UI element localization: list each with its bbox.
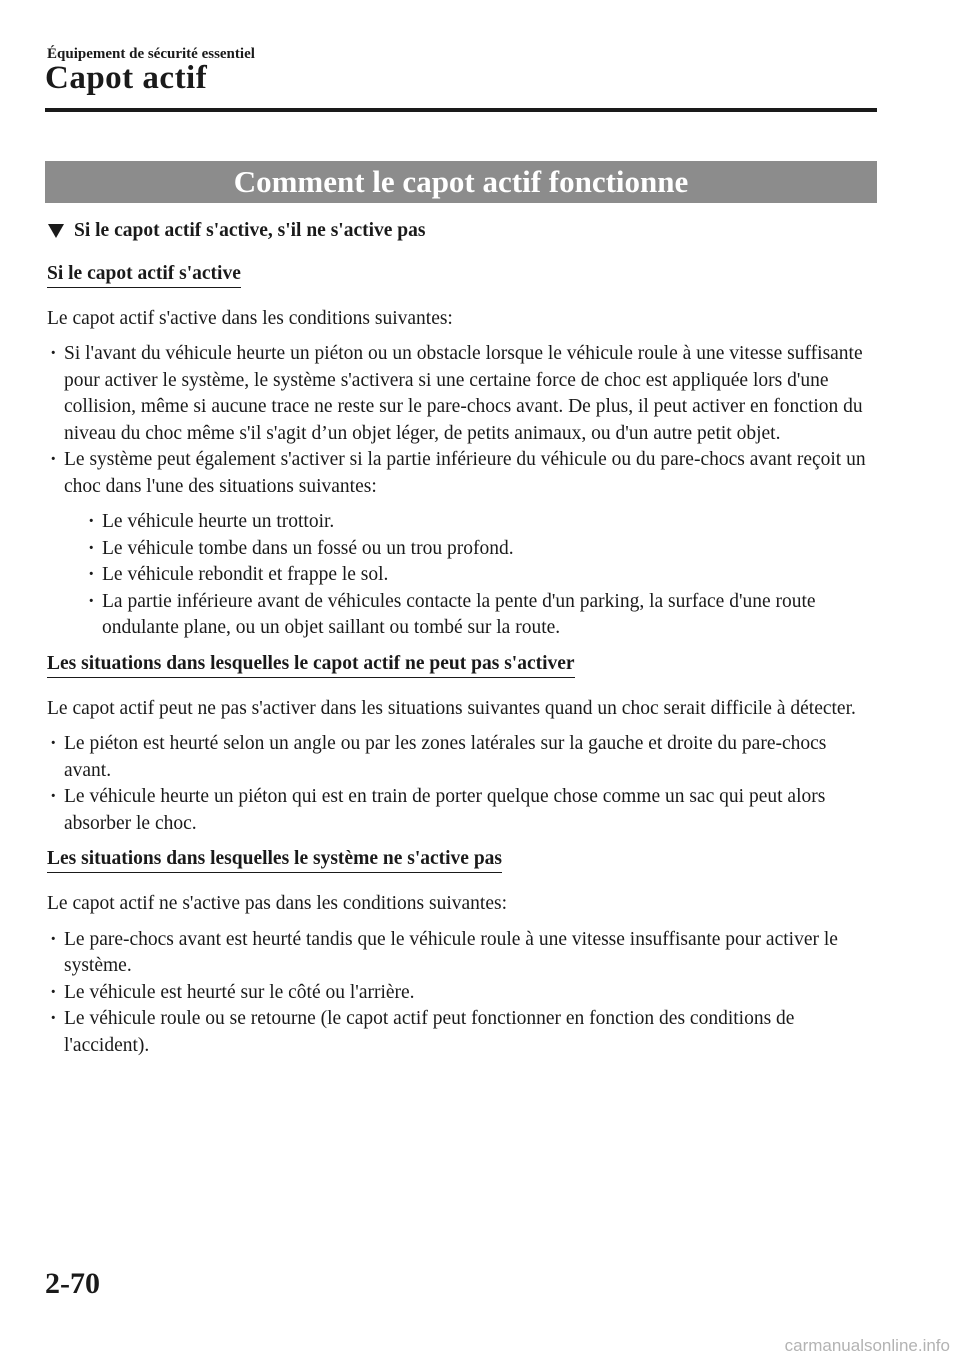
subheading <box>47 218 877 245</box>
list-item <box>47 447 877 642</box>
list-item: · Le piéton est heurté selon un angle ou par les zones latérales sur la gauche et droite du pare-chocs avant. <box>47 731 877 784</box>
section-label: Équipement de sécurité essentiel <box>47 46 255 62</box>
block3-intro: Le capot actif ne s'active pas dans les conditions suivantes: <box>47 893 508 914</box>
block3-list <box>47 927 877 1060</box>
banner-title: Comment le capot actif fonctionne <box>233 164 689 199</box>
triangle-down-icon <box>48 224 64 238</box>
sublist-item: · Le véhicule rebondit et frappe le sol. <box>85 562 877 589</box>
block1-heading: Si le capot actif s'active <box>47 263 241 288</box>
header-rule <box>45 108 877 112</box>
content <box>47 218 877 1068</box>
sublist-item: · La partie inférieure avant de véhicules contacte la pente d'un parking, la surface d'une route ondulante plane, ou un objet saillant ou tombé sur la route. <box>85 589 877 642</box>
section-banner <box>45 161 877 203</box>
sublist-item: · Le véhicule heurte un trottoir. <box>85 509 877 536</box>
watermark: carmanualsonline.info <box>784 1336 950 1355</box>
list-item-text: Le système peut également s'activer si la partie inférieure du véhicule ou du pare-chocs avant reçoit un choc dans l'une des situations suivantes: <box>64 449 866 497</box>
list-item: · Le véhicule heurte un piéton qui est en train de porter quelque chose comme un sac qui peut alors absorber le choc. <box>47 784 877 837</box>
block2-list <box>47 731 877 837</box>
block2-heading: Les situations dans lesquelles le capot actif ne peut pas s'activer <box>47 653 575 678</box>
block1-sublist <box>64 509 877 642</box>
block1-intro: Le capot actif s'active dans les conditions suivantes: <box>47 307 453 329</box>
list-item: · Le véhicule est heurté sur le côté ou l'arrière. <box>47 980 877 1007</box>
chapter-title: Capot actif <box>45 60 208 96</box>
block3-heading: Les situations dans lesquelles le système ne s'active pas <box>47 848 502 873</box>
list-item: · Si l'avant du véhicule heurte un piéton ou un obstacle lorsque le véhicule roule à une vitesse suffisante pour activer le système, le système s'activera si une certaine force de choc est appliquée lors d'une collision, même si aucune trace ne reste sur le pare-chocs avant. De plus, il peut activer en fonction du niveau du choc même s'il s'agit d’un objet léger, de petits animaux, ou d'un autre petit objet. <box>47 341 877 447</box>
subheading-text: Si le capot actif s'active, s'il ne s'active pas <box>74 220 426 241</box>
page-number: 2-70 <box>45 1267 100 1300</box>
block2-intro: Le capot actif peut ne pas s'activer dans les situations suivantes quand un choc serait difficile à détecter. <box>47 697 856 719</box>
block1-list <box>47 341 877 642</box>
sublist-item: · Le véhicule tombe dans un fossé ou un trou profond. <box>85 536 877 563</box>
list-item: · Le véhicule roule ou se retourne (le capot actif peut fonctionner en fonction des conditions de l'accident). <box>47 1006 877 1059</box>
list-item: · Le pare-chocs avant est heurté tandis que le véhicule roule à une vitesse insuffisante pour activer le système. <box>47 927 877 980</box>
